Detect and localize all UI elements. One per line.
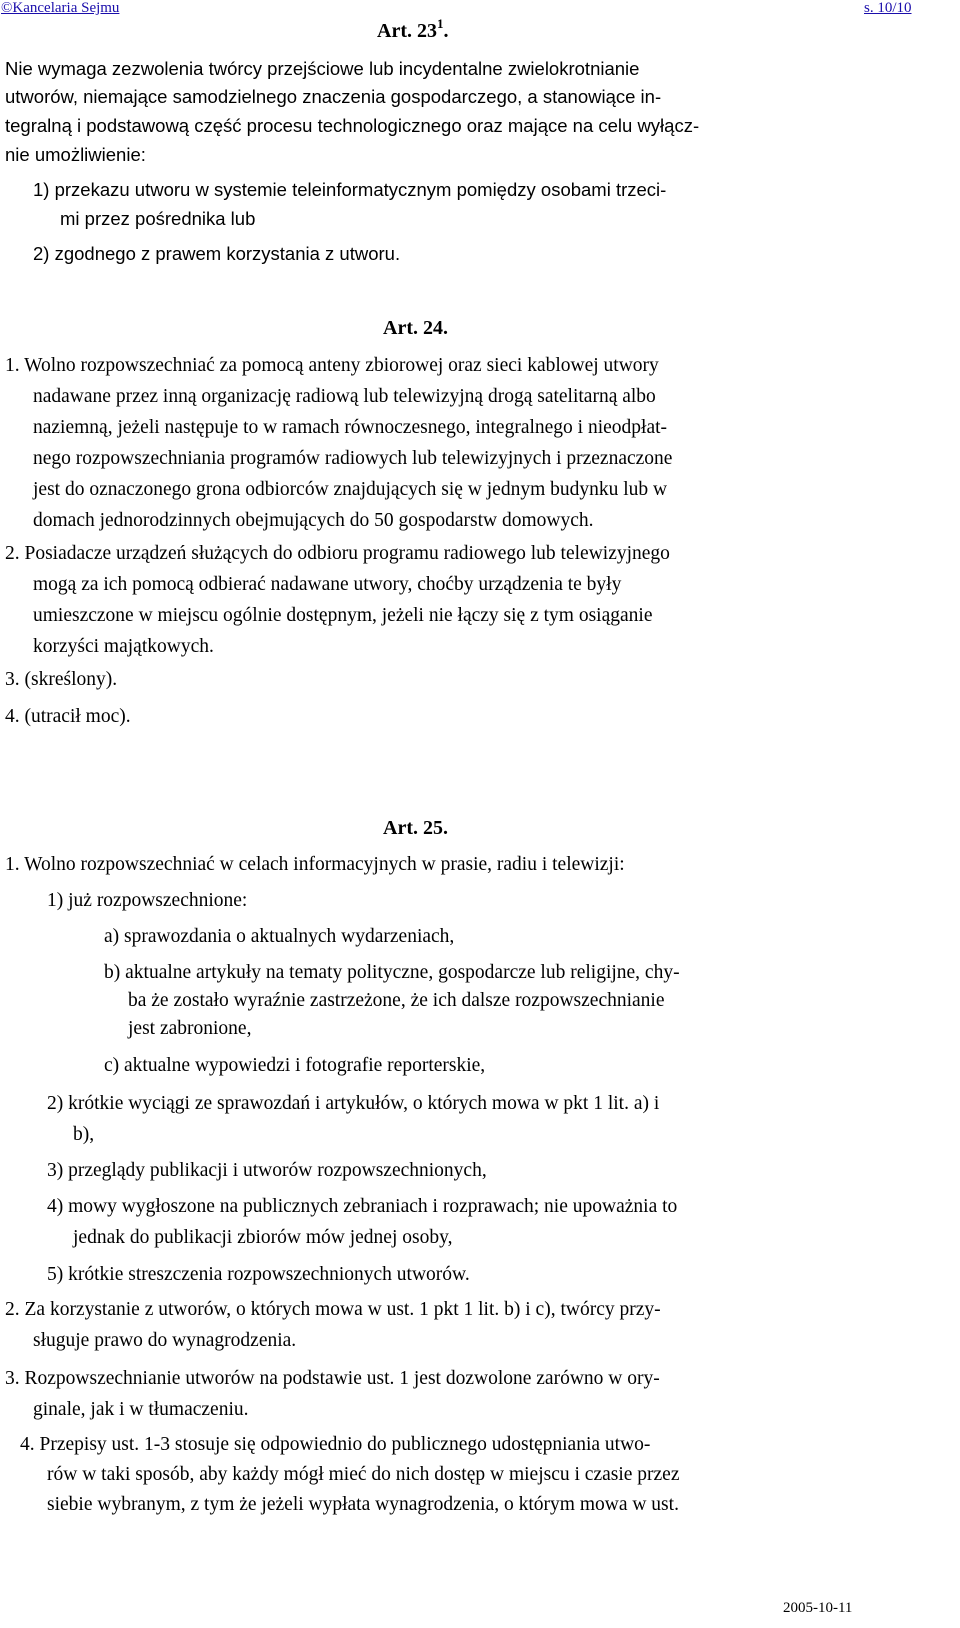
art25-item-2-line-2: b), (73, 1124, 95, 1145)
art25-item-1c: c) aktualne wypowiedzi i fotografie reporterskie, (104, 1055, 486, 1076)
art24-heading: Art. 24. (383, 317, 448, 339)
art23-item-2: 2) zgodnego z prawem korzystania z utworu. (33, 243, 401, 264)
art24-p1-line-4: nego rozpowszechniania programów radiowych lub telewizyjnych i przeznaczone (33, 448, 673, 469)
art24-p2-line-2: mogą za ich pomocą odbierać nadawane utwory, choćby urządzenia te były (33, 574, 622, 595)
art25-p1: 1. Wolno rozpowszechniać w celach informacyjnych w prasie, radiu i telewizji: (5, 854, 625, 875)
art24-p1-line-1: 1. Wolno rozpowszechniać za pomocą anteny zbiorowej oraz sieci kablowej utwory (5, 355, 659, 376)
art23-item-1: 1) przekazu utworu w systemie teleinformatycznym pomiędzy osobami trzeci- (33, 179, 667, 200)
footer-date: 2005-10-11 (783, 1600, 853, 1616)
art24-p1-line-2: nadawane przez inną organizację radiową lub telewizyjną drogą satelitarną albo (33, 386, 656, 407)
art24-p1-line-3: naziemną, jeżeli następuje to w ramach równoczesnego, integralnego i nieodpłat- (33, 417, 668, 438)
art24-p1-line-5: jest do oznaczonego grona odbiorców znajdujących się w jednym budynku lub w (33, 479, 668, 500)
art25-item-2-line-1: 2) krótkie wyciągi ze sprawozdań i artykułów, o których mowa w pkt 1 lit. a) i (47, 1093, 660, 1114)
art25-heading: Art. 25. (383, 817, 448, 839)
art25-p4-line-3: siebie wybranym, z tym że jeżeli wypłata wynagrodzenia, o którym mowa w ust. (47, 1494, 679, 1515)
art24-p3: 3. (skreślony). (5, 669, 118, 690)
art24-p2-line-1: 2. Posiadacze urządzeń służących do odbioru programu radiowego lub telewizyjnego (5, 543, 670, 564)
art25-item-3: 3) przeglądy publikacji i utworów rozpowszechnionych, (47, 1160, 487, 1181)
art25-item-5: 5) krótkie streszczenia rozpowszechnionych utworów. (47, 1264, 470, 1285)
art25-item-1b-line-1: b) aktualne artykuły na tematy polityczne, gospodarcze lub religijne, chy- (104, 962, 680, 983)
art25-item-1a: a) sprawozdania o aktualnych wydarzeniach, (104, 926, 455, 947)
art23-line-2: utworów, niemające samodzielnego znaczenia gospodarczego, a stanowiące in- (5, 86, 662, 107)
art23-heading-text: Art. 23 (377, 20, 437, 42)
art23-heading-tail: . (443, 20, 449, 42)
art25-p3-line-1: 3. Rozpowszechnianie utworów na podstawie ust. 1 jest dozwolone zarówno w ory- (5, 1368, 660, 1389)
art23-line-1: Nie wymaga zezwolenia twórcy przejściowe lub incydentalne zwielokrotnianie (5, 58, 640, 79)
art25-p4-line-2: rów w taki sposób, aby każdy mógł mieć do nich dostęp w miejscu i czasie przez (47, 1464, 680, 1485)
art24-p2-line-3: umieszczone w miejscu ogólnie dostępnym, jeżeli nie łączy się z tym osiąganie (33, 605, 653, 626)
art25-p3-line-2: ginale, jak i w tłumaczeniu. (33, 1399, 249, 1420)
art25-item-4-line-2: jednak do publikacji zbiorów mów jednej osoby, (73, 1227, 453, 1248)
art25-p2-line-1: 2. Za korzystanie z utworów, o których mowa w ust. 1 pkt 1 lit. b) i c), twórcy przy- (5, 1299, 661, 1320)
art25-item-1b-line-2: ba że zostało wyraźnie zastrzeżone, że ich dalsze rozpowszechnianie (128, 990, 665, 1011)
art25-p4-line-1: 4. Przepisy ust. 1-3 stosuje się odpowiednio do publicznego udostępniania utwo- (20, 1434, 651, 1455)
page-number-link[interactable]: s. 10/10 (864, 0, 912, 16)
art25-item-1b-line-3: jest zabronione, (128, 1018, 252, 1039)
art24-p4: 4. (utracił moc). (5, 706, 131, 727)
art24-p1-line-6: domach jednorodzinnych obejmujących do 50 gospodarstw domowych. (33, 510, 594, 531)
art24-p2-line-4: korzyści majątkowych. (33, 636, 214, 657)
art23-item-1-cont: mi przez pośrednika lub (60, 208, 256, 229)
art25-p2-line-2: sługuje prawo do wynagrodzenia. (33, 1330, 297, 1351)
art25-item-4-line-1: 4) mowy wygłoszone na publicznych zebraniach i rozprawach; nie upoważnia to (47, 1196, 678, 1217)
art23-line-4: nie umożliwienie: (5, 144, 146, 165)
art23-heading-superscript: 1 (436, 16, 444, 31)
art23-line-3: tegralną i podstawową część procesu technologicznego oraz mające na celu wyłącz- (5, 115, 700, 136)
art23-heading (377, 16, 449, 43)
copyright-link[interactable]: ©Kancelaria Sejmu (1, 0, 120, 16)
art25-item-1: 1) już rozpowszechnione: (47, 890, 248, 911)
